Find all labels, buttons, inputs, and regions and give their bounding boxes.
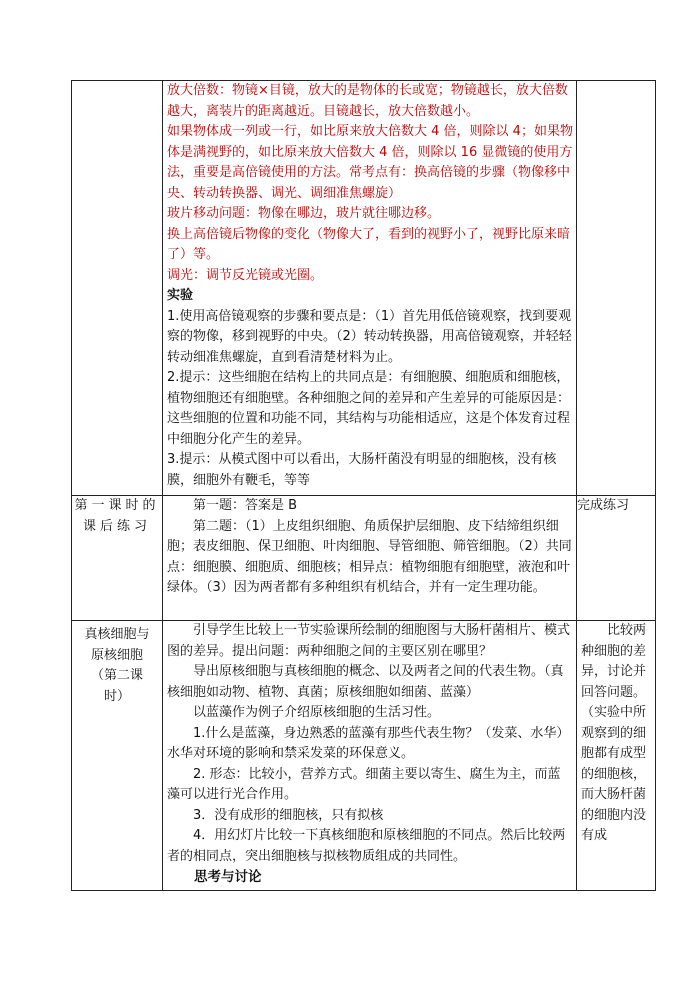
- row2-content-cell: [163, 496, 577, 621]
- row3-side-cell: [577, 621, 656, 891]
- intro-text: 引导学生比较上一节实验课所绘制的细胞图与大肠杆菌相片、模式图的差异。提出问题：两种细胞之间的主要区别在哪里？: [167, 623, 571, 659]
- point-4-text: 4．用幻灯片比较一下真核细胞和原核细胞的不同点。然后比较两者的相同点，突出细胞核与拟核物质组成的共同性。: [167, 828, 566, 864]
- lesson-plan-table: [71, 80, 656, 891]
- experiment-item-1: 1.使用高倍镜观察的步骤和要点是：（1）首先用低倍镜观察，找到要观察的物像，移到视野的中央。（2）转动转换器，用高倍镜观察，并轻轻转动细准焦螺旋，直到看清楚材料为止。: [167, 308, 572, 365]
- point-1-text: 1.什么是蓝藻，身边熟悉的蓝藻有那些代表生物？（发菜、水华）水华对环境的影响和禁采发菜的环保意义。: [167, 725, 570, 761]
- example-intro-text: 以蓝藻作为例子介绍原核细胞的生活习性。: [193, 705, 441, 720]
- slide-move-text: 玻片移动问题：物像在哪边，玻片就往哪边移。: [167, 206, 441, 221]
- row3-side-text: 比较两种细胞的差异，讨论并回答问题。（实验中所观察到的细胞都有成型的细胞核，而大肠杆菌的细胞内没有成: [581, 623, 647, 843]
- row1-side-cell: [577, 81, 656, 496]
- row1-label-cell: [72, 81, 163, 496]
- row3-content-cell: [163, 621, 577, 891]
- concept-text: 导出原核细胞与真核细胞的概念、以及两者之间的代表生物。（真核细胞如动物、植物、真菌；原核细胞如细菌、蓝藻）: [167, 664, 564, 700]
- discussion-heading: 思考与讨论: [194, 869, 262, 885]
- table-row: [72, 81, 656, 496]
- row2-label-cell: 第一课时的课后练习: [72, 496, 163, 621]
- table-row: [72, 621, 656, 891]
- exercise-answer-1: 第一题：答案是 B: [193, 498, 298, 513]
- magnification-rule-text: 如果物体成一列或一行，如比原来放大倍数大 4 倍，则除以 4；如果物体是满视野的，如比原来放大倍数大 4 倍，则除以 16 显微镜的使用方法，重要是高倍镜使用的方法。常考点有：换高倍镜的步骤（物像移中央、转动转换器、调光、调细准焦螺旋）: [167, 124, 573, 201]
- experiment-item-3: 3.提示：从模式图中可以看出，大肠杆菌没有明显的细胞核，没有核膜，细胞外有鞭毛，等等: [167, 452, 557, 488]
- row2-side-cell: 完成练习: [577, 496, 656, 621]
- row1-content-cell: [163, 81, 577, 496]
- experiment-heading: 实验: [167, 288, 194, 303]
- high-power-change-text: 换上高倍镜后物像的变化（物像大了，看到的视野小了，视野比原来暗了）等。: [167, 226, 571, 262]
- experiment-item-2: 2.提示：这些细胞在结构上的共同点是：有细胞膜、细胞质和细胞核，植物细胞还有细胞壁。各种细胞之间的差异和产生差异的可能原因是：这些细胞的位置和功能不同，其结构与功能相适应，这是个体发育过程中细胞分化产生的差异。: [167, 370, 571, 447]
- light-adjust-text: 调光：调节反光镜或光圈。: [167, 267, 324, 283]
- exercise-answer-2: 第二题：（1）上皮组织细胞、角质保护层细胞、皮下结缔组织细胞；表皮细胞、保卫细胞、叶肉细胞、导管细胞、筛管细胞。（2）共同点：细胞膜、细胞质、细胞核；相异点：植物细胞有细胞壁，液泡和叶绿体。（3）因为两者都有多种组织有机结合，并有一定生理功能。: [167, 518, 572, 595]
- table-row: [72, 496, 656, 621]
- point-3-text: 3．没有成形的细胞核，只有拟核: [193, 807, 384, 823]
- point-2-text: 2. 形态：比较小，营养方式。细菌主要以寄生、腐生为主，而蓝藻可以进行光合作用。: [167, 766, 561, 802]
- row3-label-cell: 真核细胞与原核细胞（第二课时）: [72, 621, 163, 891]
- magnification-text: 放大倍数：物镜×目镜，放大的是物体的长或宽；物镜越长，放大倍数越大，离装片的距离越近。目镜越长，放大倍数越小。: [167, 83, 568, 119]
